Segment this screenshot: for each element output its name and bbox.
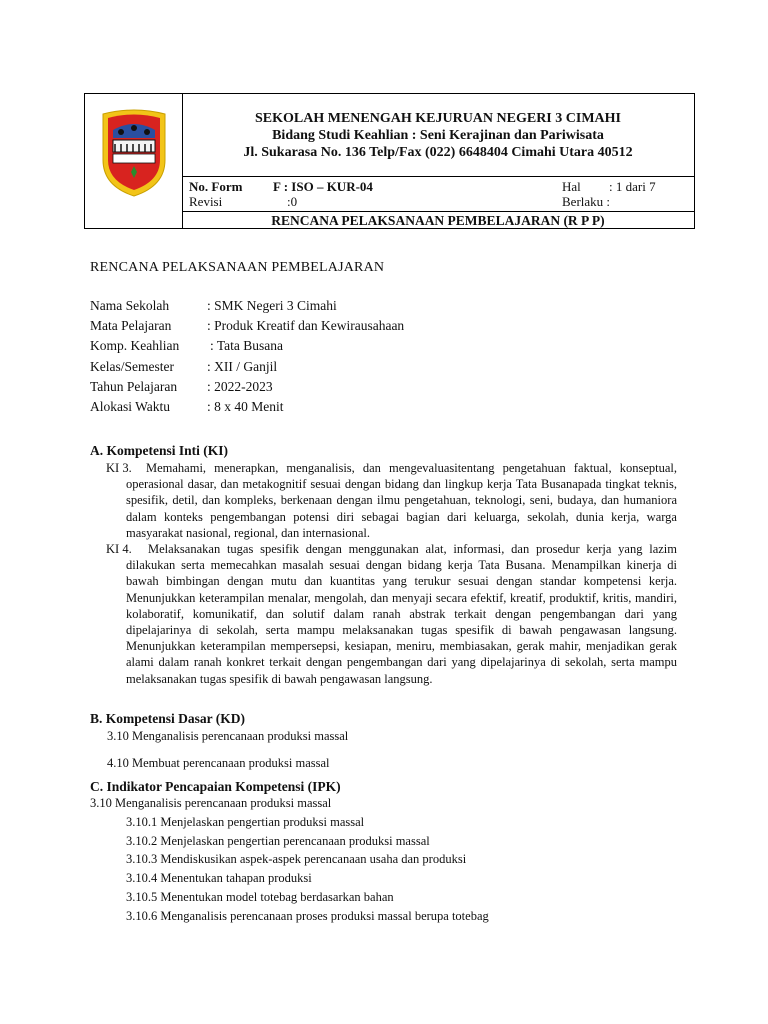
identity-value: : SMK Negeri 3 Cimahi bbox=[207, 298, 337, 313]
ki3-paragraph bbox=[106, 460, 677, 541]
logo-cell bbox=[85, 94, 183, 228]
ipk-item: 3.10.3 Mendiskusikan aspek-aspek perencanaan usaha dan produksi bbox=[126, 852, 467, 866]
revision-label: Revisi bbox=[189, 194, 223, 209]
identity-label: Tahun Pelajaran bbox=[90, 378, 178, 394]
school-info bbox=[182, 94, 694, 177]
form-value: F : ISO – KUR-04 bbox=[273, 179, 373, 194]
page-title: RENCANA PELAKSANAAN PEMBELAJARAN bbox=[90, 260, 385, 275]
identity-value: : Tata Busana bbox=[210, 338, 284, 354]
identity-label: Komp. Keahlian bbox=[90, 338, 180, 354]
ki4-number: KI 4. bbox=[106, 542, 132, 556]
identity-value: : 2022-2023 bbox=[207, 378, 273, 394]
identity-value: : Produk Kreatif dan Kewirausahaan bbox=[207, 318, 405, 334]
form-label: No. Form bbox=[189, 179, 243, 194]
valid-label: Berlaku : bbox=[562, 194, 611, 209]
identity-label: Mata Pelajaran bbox=[90, 318, 172, 334]
identity-value: : 8 x 40 Menit bbox=[207, 398, 284, 414]
ipk-item: 3.10.1 Menjelaskan pengertian produksi massal bbox=[126, 815, 365, 829]
ipk-item: 3.10.5 Menentukan model totebag berdasarkan bahan bbox=[126, 890, 394, 904]
ipk-subheading: 3.10 Menganalisis perencanaan produksi massal bbox=[90, 796, 332, 810]
school-field: Bidang Studi Keahlian : Seni Kerajinan dan Pariwisata bbox=[272, 128, 604, 143]
kd-item: 4.10 Membuat perencanaan produksi massal bbox=[107, 756, 330, 770]
ipk-item: 3.10.6 Menganalisis perencanaan proses produksi massal berupa totebag bbox=[126, 909, 489, 923]
school-name: SEKOLAH MENENGAH KEJURUAN NEGERI 3 CIMAHI bbox=[255, 111, 621, 126]
page-label: Hal bbox=[562, 179, 581, 194]
document-header bbox=[84, 93, 695, 229]
ipk-item: 3.10.4 Menentukan tahapan produksi bbox=[126, 871, 312, 885]
identity-label: Nama Sekolah bbox=[90, 298, 170, 313]
page-value: : 1 dari 7 bbox=[609, 179, 656, 194]
revision-value: :0 bbox=[287, 194, 298, 209]
school-address: Jl. Sukarasa No. 136 Telp/Fax (022) 6648404 Cimahi Utara 40512 bbox=[243, 145, 633, 160]
ipk-item: 3.10.2 Menjelaskan pengertian perencanaan produksi massal bbox=[126, 834, 430, 848]
rpp-heading: RENCANA PELAKSANAAN PEMBELAJARAN (R P P) bbox=[182, 211, 694, 229]
identity-label: Alokasi Waktu bbox=[90, 398, 171, 414]
kd-item: 3.10 Menganalisis perencanaan produksi massal bbox=[107, 729, 349, 743]
section-a-heading: A. Kompetensi Inti (KI) bbox=[90, 443, 228, 458]
identity-value: : XII / Ganjil bbox=[207, 358, 278, 374]
ki4-text: Melaksanakan tugas spesifik dengan menggunakan alat, informasi, dan prosedur kerja yang lazim dilakukan serta memecahkan masalah sesuai dengan bidang kerja Tata Busana. Menampilkan kinerja di bawah bimbingan dengan mutu dan kuantitas yang terukur sesuai dengan standar kompetensi kerja. Menunjukkan keterampilan menalar, mengolah, dan menyaji secara efektif, kreatif, produktif, kritis, mandiri, kolaboratif, komunikatif, dan solutif dalam ranah abstrak terkait dengan pengembangan dari yang dipelajarinya di sekolah, serta mampu melaksanakan tugas spesifik di bawah pengawasan langsung. Menunjukkan keterampilan mempersepsi, kesiapan, meniru, membiasakan, gerak mahir, menjadikan gerak alami dalam ranah konkret terkait dengan pengembangan dari yang dipelajarinya di sekolah, serta mampu melaksanakan tugas spesifik di bawah pengawasan langsung. bbox=[126, 542, 677, 686]
section-c-heading: C. Indikator Pencapaian Kompetensi (IPK) bbox=[90, 779, 341, 794]
school-logo bbox=[99, 108, 169, 198]
ki4-paragraph bbox=[106, 541, 677, 687]
identity-label: Kelas/Semester bbox=[90, 358, 174, 374]
ki3-number: KI 3. bbox=[106, 461, 132, 475]
section-b-heading: B. Kompetensi Dasar (KD) bbox=[90, 711, 245, 726]
ki3-text: Memahami, menerapkan, menganalisis, dan mengevaluasitentang pengetahuan faktual, konseptual, operasional dasar, dan metakognitif sesuai dengan bidang dan lingkup kerja Tata Busanapada tingkat teknis, spesifik, detil, dan kompleks, berkenaan dengan ilmu pengetahuan, teknologi, seni, budaya, dan humaniora dalam konteks pengembangan potensi diri sebagai bagian dari keluarga, sekolah, dunia kerja, warga masyarakat nasional, regional, dan internasional. bbox=[126, 461, 677, 540]
